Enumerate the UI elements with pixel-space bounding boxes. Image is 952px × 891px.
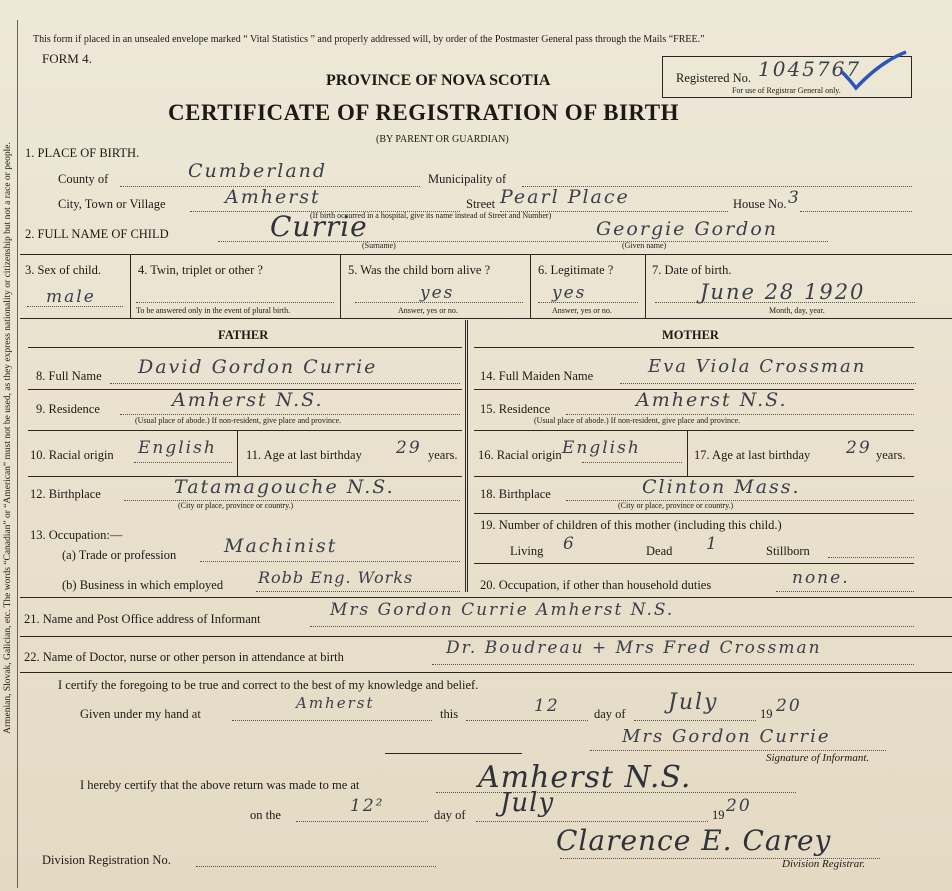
informant-value: Mrs Gordon Currie Amherst N.S. (330, 600, 675, 620)
father-residence-label: 9. Residence (36, 402, 100, 416)
division-label: Division Registration No. (42, 853, 171, 867)
registered-number: 1045767 (758, 57, 862, 81)
child-name-label: 2. FULL NAME OF CHILD (25, 227, 169, 241)
given-place: Amherst (296, 694, 375, 712)
father-birthplace-label: 12. Birthplace (30, 487, 101, 501)
date-value: June 28 1920 (700, 280, 866, 304)
father-heading: FATHER (218, 328, 269, 342)
registrar-text: I hereby certify that the above return was made to me at (80, 778, 360, 792)
dead-value: 1 (706, 534, 719, 554)
father-name: David Gordon Currie (138, 356, 378, 378)
on-label: on the (250, 808, 281, 822)
city-value: Amherst (225, 186, 321, 208)
father-birthplace: Tatamagouche N.S. (174, 476, 395, 498)
hospital-note: (If birth occurred in a hospital, give its name instead of Street and Number) (310, 211, 552, 220)
given-note: (Given name) (622, 241, 667, 250)
registrar-day-label: day of (434, 808, 466, 822)
given-month: July (668, 690, 719, 715)
living-value: 6 (563, 534, 576, 554)
business-label: (b) Business in which employed (62, 578, 224, 592)
this-label: this (440, 707, 459, 721)
given-year-prefix: 19 (760, 707, 773, 721)
mother-residence-label: 15. Residence (480, 402, 551, 416)
postal-notice: This form if placed in an unsealed envelope marked “ Vital Statistics ” and properly addressed will, by order of the Postmaster General pass through the Mails “FREE.” (33, 34, 705, 45)
registrar-day: 12² (350, 796, 385, 816)
date-label: 7. Date of birth. (652, 263, 732, 277)
children-label: 19. Number of children of this mother (including this child.) (480, 518, 782, 532)
margin-line (17, 20, 18, 888)
page-title: CERTIFICATE OF REGISTRATION OF BIRTH (168, 100, 679, 125)
given-year: 20 (776, 696, 802, 716)
registered-label: Registered No. (676, 71, 751, 85)
mother-race-label: 16. Racial origin (478, 448, 562, 462)
legit-value: yes (552, 283, 587, 303)
registrar-year-prefix: 19 (712, 808, 725, 822)
twin-label: 4. Twin, triplet or other ? (138, 263, 263, 277)
house-label: House No. (733, 197, 787, 211)
father-race-label: 10. Racial origin (30, 448, 114, 462)
street-label: Street (466, 197, 496, 211)
street-value: Pearl Place (500, 186, 630, 208)
mother-residence: Amherst N.S. (636, 389, 788, 411)
sex-value: male (46, 287, 96, 307)
father-age-label: 11. Age at last birthday (246, 448, 362, 462)
given-label: Given under my hand at (80, 707, 201, 721)
mother-name-label: 14. Full Maiden Name (480, 369, 594, 383)
sex-label: 3. Sex of child. (25, 263, 102, 277)
mother-birthplace: Clinton Mass. (642, 476, 801, 498)
registrar-signature-label: Division Registrar. (782, 858, 866, 870)
legit-label: 6. Legitimate ? (538, 263, 614, 277)
father-race: English (138, 438, 217, 458)
mother-years: years. (876, 448, 906, 462)
trade-label: (a) Trade or profession (62, 548, 177, 562)
business-value: Robb Eng. Works (258, 568, 414, 587)
mother-occupation: none. (792, 568, 850, 588)
mother-heading: MOTHER (662, 328, 719, 342)
side-note: Armenian, Slovak, Galician, etc. The words “Canadian” or “American” must not be used, as they express nationality or citizenship but not a race or people. (3, 142, 13, 734)
date-note: Month, day, year. (769, 306, 825, 315)
doctor-label: 22. Name of Doctor, nurse or other person in attendance at birth (24, 650, 344, 664)
checkmark-icon (840, 48, 910, 92)
father-residence-note: (Usual place of abode.) If non-resident, give place and province. (135, 416, 342, 425)
legit-note: Answer, yes or no. (552, 306, 612, 315)
county-label: County of (58, 172, 109, 186)
child-surname: Currie (270, 210, 368, 243)
form-number: FORM 4. (42, 51, 92, 66)
dead-label: Dead (646, 544, 673, 558)
registrar-year: 20 (726, 796, 752, 816)
mother-age-label: 17. Age at last birthday (694, 448, 811, 462)
province: PROVINCE OF NOVA SCOTIA (326, 72, 551, 89)
city-label: City, Town or Village (58, 197, 166, 211)
twin-note: To be answered only in the event of plural birth. (136, 306, 291, 315)
municipality-label: Municipality of (428, 172, 507, 186)
alive-label: 5. Was the child born alive ? (348, 263, 491, 277)
alive-note: Answer, yes or no. (398, 306, 458, 315)
certify-text: I certify the foregoing to be true and correct to the best of my knowledge and belief. (58, 678, 479, 692)
given-day-label: day of (594, 707, 626, 721)
informant-signature: Mrs Gordon Currie (622, 726, 831, 747)
trade-value: Machinist (224, 535, 338, 557)
county-value: Cumberland (188, 160, 328, 182)
registered-note: For use of Registrar General only. (732, 86, 841, 95)
subtitle: (BY PARENT OR GUARDIAN) (376, 134, 509, 145)
informant-signature-label: Signature of Informant. (766, 752, 870, 764)
house-value: 3 (788, 188, 801, 208)
mother-age: 29 (846, 438, 872, 458)
registrar-month: July (500, 788, 555, 818)
mother-race: English (562, 438, 641, 458)
doctor-value: Dr. Boudreau + Mrs Fred Crossman (446, 638, 822, 658)
informant-label: 21. Name and Post Office address of Informant (24, 612, 261, 626)
living-label: Living (510, 544, 544, 558)
stillborn-label: Stillborn (766, 544, 810, 558)
mother-residence-note: (Usual place of abode.) If non-resident, give place and province. (534, 416, 741, 425)
mother-occupation-label: 20. Occupation, if other than household duties (480, 578, 712, 592)
father-name-label: 8. Full Name (36, 369, 102, 383)
child-given-name: Georgie Gordon (596, 218, 779, 240)
surname-note: (Surname) (362, 241, 396, 250)
registrar-place: Amherst N.S. (478, 760, 692, 795)
father-birthplace-note: (City or place, province or country.) (178, 501, 294, 510)
place-heading: 1. PLACE OF BIRTH. (25, 146, 140, 160)
father-residence: Amherst N.S. (172, 389, 324, 411)
given-day: 12 (534, 696, 560, 716)
registrar-signature: Clarence E. Carey (556, 824, 832, 857)
mother-birthplace-label: 18. Birthplace (480, 487, 551, 501)
occupation-label: 13. Occupation:— (30, 528, 123, 542)
alive-value: yes (420, 283, 455, 303)
mother-name: Eva Viola Crossman (648, 356, 867, 377)
father-years: years. (428, 448, 458, 462)
father-age: 29 (396, 438, 422, 458)
mother-birthplace-note: (City or place, province or country.) (618, 501, 734, 510)
